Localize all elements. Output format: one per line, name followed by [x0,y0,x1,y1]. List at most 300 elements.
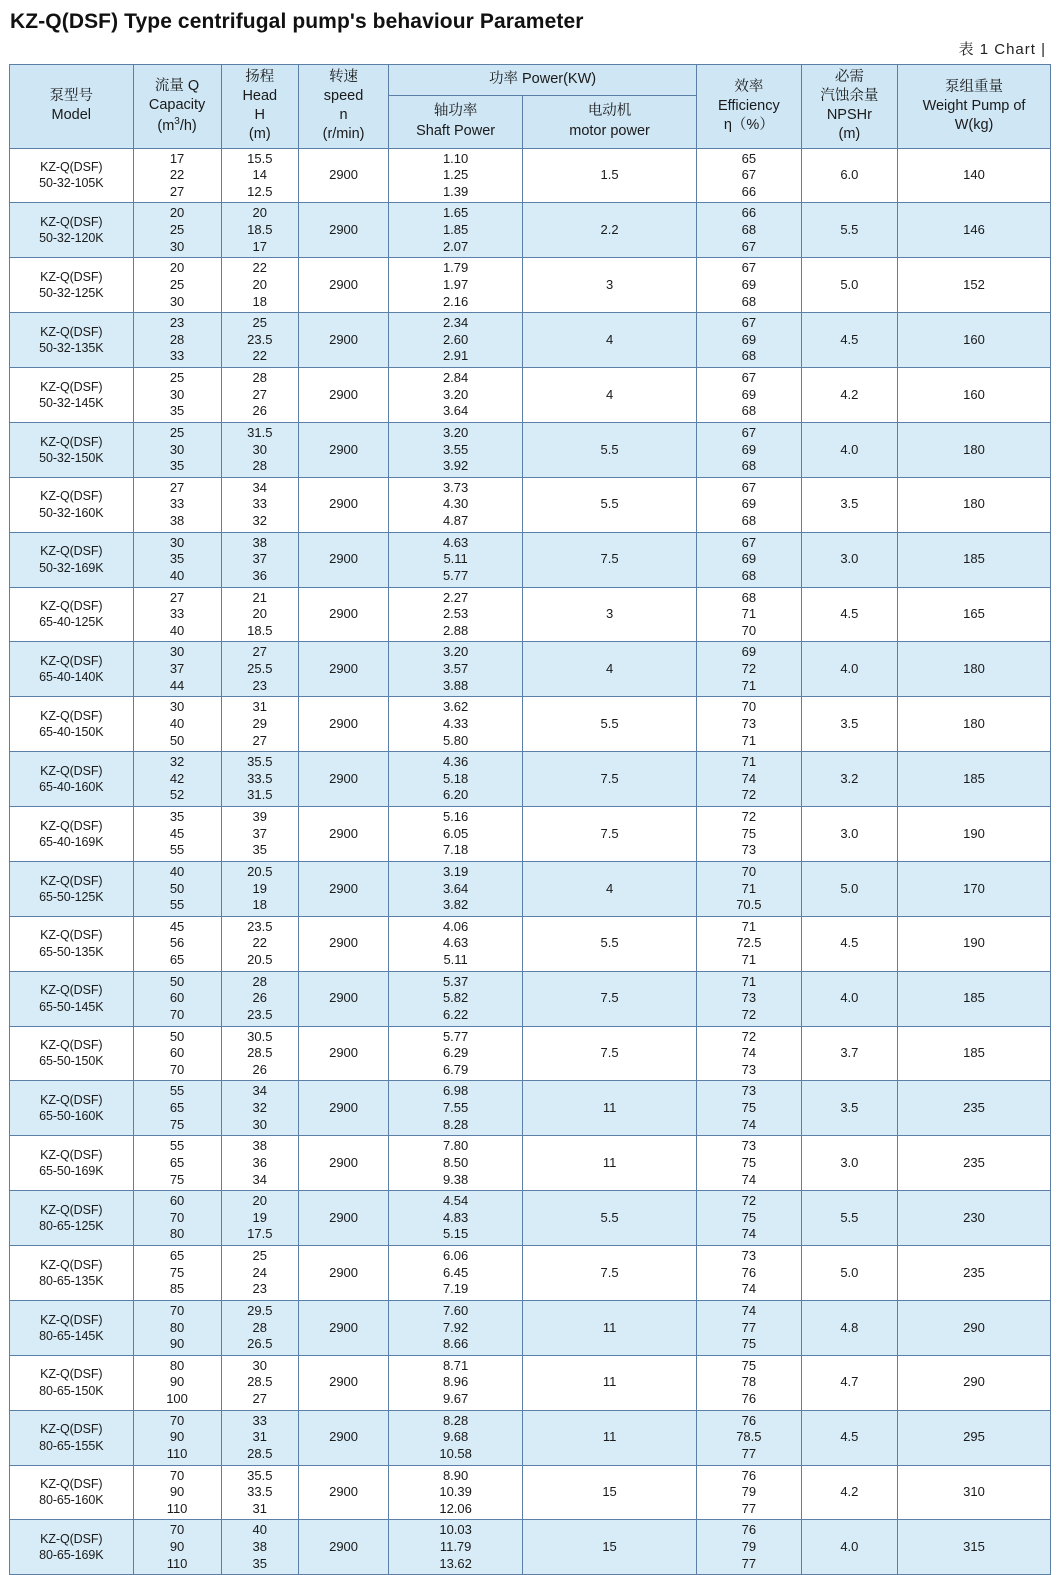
cell-npshr: 6.0 [801,148,897,203]
head-value-1: 33 [252,1412,268,1428]
shaft-power-value-2: 11.79 [439,1539,472,1554]
cell-npshr: 5.5 [801,203,897,258]
cell-speed: 2900 [299,642,389,697]
shaft-power-value-1: 8.90 [442,1467,469,1483]
head-value-2: 28 [252,1319,268,1335]
cell-model [10,1465,134,1520]
cell-speed: 2900 [299,1081,389,1136]
header-speed-en: speed [323,88,364,105]
cell-motor-power: 3 [523,587,697,642]
head-value-1: 35.5 [247,754,273,770]
capacity-value-3: 33 [169,348,185,364]
cell-model [10,203,134,258]
head-value-1: 22 [252,260,268,276]
model-line-1: KZ-Q(DSF) [40,928,103,943]
model-line-2: 65-50-135K [39,944,104,959]
cell-motor-power: 11 [523,1355,697,1410]
efficiency-value-1: 76 [741,1467,757,1483]
header-speed-symbol: n [339,107,348,124]
cell-capacity [133,807,221,862]
model-line-2: 80-65-150K [39,1383,104,1398]
cell-motor-power: 15 [523,1520,697,1575]
shaft-power-value-1: 2.34 [442,315,469,331]
efficiency-value-3: 71 [741,732,757,748]
capacity-value-1: 27 [169,479,185,495]
efficiency-value-2: 74 [741,1045,757,1061]
cell-npshr: 3.5 [801,477,897,532]
capacity-value-2: 40 [169,715,185,731]
table-row [10,971,1051,1026]
capacity-value-2: 90 [169,1374,185,1390]
cell-efficiency [696,313,801,368]
shaft-power-value-2: 4.30 [442,496,469,512]
shaft-power-value-3: 3.64 [442,403,469,419]
efficiency-value-2: 71 [741,880,757,896]
cell-model [10,752,134,807]
cell-weight: 190 [898,807,1051,862]
header-efficiency-unit: η（%） [723,116,774,133]
capacity-value-3: 38 [169,513,185,528]
capacity-value-3: 40 [169,622,185,638]
capacity-value-1: 50 [169,1028,185,1044]
cell-speed: 2900 [299,368,389,423]
cell-motor-power: 5.5 [523,1191,697,1246]
capacity-value-2: 65 [169,1154,185,1170]
cell-efficiency [696,1300,801,1355]
efficiency-value-2: 76 [741,1264,757,1280]
cell-motor-power: 5.5 [523,477,697,532]
efficiency-value-2: 74 [741,770,757,786]
head-value-1: 31 [252,699,268,715]
efficiency-value-2: 68 [741,222,757,237]
cell-weight: 140 [898,148,1051,203]
cell-weight: 180 [898,642,1051,697]
shaft-power-value-3: 12.06 [439,1500,472,1516]
cell-npshr: 3.5 [801,1081,897,1136]
capacity-value-3: 90 [169,1336,185,1352]
efficiency-value-3: 68 [741,458,757,474]
head-value-2: 29 [252,715,268,731]
model-line-2: 65-50-169K [39,1164,104,1179]
cell-shaft-power [389,258,523,313]
efficiency-value-2: 69 [741,496,757,512]
cell-shaft-power [389,1465,523,1520]
head-value-2: 30 [252,441,268,457]
capacity-value-1: 20 [169,205,185,221]
cell-model [10,807,134,862]
shaft-power-value-2: 2.60 [442,331,469,347]
cell-capacity [133,1520,221,1575]
model-line-2: 65-50-125K [39,889,104,904]
cell-npshr: 5.5 [801,1191,897,1246]
cell-efficiency [696,1465,801,1520]
shaft-power-value-2: 3.55 [442,441,469,457]
shaft-power-value-1: 4.36 [442,754,469,770]
cell-shaft-power [389,368,523,423]
capacity-value-2: 60 [169,990,185,1006]
column-header-capacity [133,65,221,149]
cell-model [10,861,134,916]
pump-parameter-table [9,64,1051,1575]
cell-npshr: 4.0 [801,971,897,1026]
cell-shaft-power [389,477,523,532]
header-model-cn: 泵型号 [49,88,94,105]
efficiency-value-2: 69 [741,441,757,457]
cell-efficiency [696,368,801,423]
shaft-power-value-3: 1.39 [442,183,469,199]
model-line-2: 65-40-160K [39,780,104,795]
cell-speed: 2900 [299,1300,389,1355]
cell-speed: 2900 [299,697,389,752]
head-value-2: 32 [252,1100,268,1115]
head-value-1: 20 [252,1193,268,1209]
efficiency-value-3: 72 [741,787,757,803]
model-line-1: KZ-Q(DSF) [40,599,103,614]
cell-npshr: 4.0 [801,1520,897,1575]
cell-capacity [133,422,221,477]
head-value-1: 15.5 [247,150,273,166]
head-value-3: 28.5 [247,1445,273,1461]
cell-speed: 2900 [299,1026,389,1081]
cell-shaft-power [389,752,523,807]
efficiency-value-3: 77 [741,1555,757,1571]
column-header-efficiency [696,65,801,149]
cell-capacity [133,313,221,368]
capacity-value-1: 45 [169,918,185,934]
cell-head [221,861,298,916]
cell-motor-power: 7.5 [523,532,697,587]
table-row [10,258,1051,313]
cell-npshr: 3.0 [801,1136,897,1191]
cell-model [10,916,134,971]
cell-speed: 2900 [299,861,389,916]
cell-efficiency [696,1355,801,1410]
efficiency-value-2: 79 [741,1484,757,1500]
cell-shaft-power [389,313,523,368]
cell-efficiency [696,861,801,916]
cell-capacity [133,587,221,642]
capacity-value-1: 70 [169,1522,185,1538]
cell-capacity [133,1136,221,1191]
cell-motor-power: 7.5 [523,807,697,862]
column-header-weight [898,65,1051,149]
efficiency-value-3: 76 [741,1391,757,1406]
cell-weight: 152 [898,258,1051,313]
capacity-value-3: 80 [169,1226,185,1242]
head-value-2: 26 [252,990,268,1006]
cell-head [221,807,298,862]
capacity-value-2: 25 [169,222,185,237]
shaft-power-value-3: 13.62 [439,1555,472,1571]
cell-weight: 190 [898,916,1051,971]
cell-model [10,148,134,203]
model-line-1: KZ-Q(DSF) [40,1038,103,1053]
head-value-3: 27 [252,732,268,748]
cell-speed: 2900 [299,313,389,368]
model-line-1: KZ-Q(DSF) [40,1312,103,1327]
shaft-power-value-1: 7.60 [442,1302,469,1318]
shaft-power-value-3: 6.20 [442,787,469,803]
efficiency-value-3: 68 [741,513,757,528]
capacity-value-1: 17 [169,150,185,166]
efficiency-value-3: 71 [741,952,757,967]
cell-motor-power: 4 [523,642,697,697]
head-value-2: 27 [252,386,268,402]
cell-shaft-power [389,587,523,642]
shaft-power-value-1: 3.62 [442,699,469,715]
column-header-npshr [801,65,897,149]
shaft-power-value-1: 3.20 [442,644,469,660]
head-value-3: 18.5 [247,622,273,638]
efficiency-value-1: 72 [741,1193,757,1209]
head-value-3: 17 [252,238,268,254]
capacity-value-2: 30 [169,386,185,402]
capacity-value-1: 80 [169,1357,185,1373]
head-value-3: 23.5 [247,1006,273,1022]
cell-weight: 235 [898,1136,1051,1191]
cell-speed: 2900 [299,971,389,1026]
cell-model [10,313,134,368]
capacity-value-3: 30 [169,293,185,309]
head-value-3: 28 [252,458,268,474]
head-value-3: 26 [252,1061,268,1077]
head-value-3: 36 [252,567,268,583]
cell-motor-power: 7.5 [523,1026,697,1081]
cell-weight: 160 [898,368,1051,423]
shaft-power-value-2: 6.05 [442,825,469,841]
efficiency-value-2: 78 [741,1374,757,1390]
header-speed-unit: (r/min) [322,126,365,143]
cell-head [221,258,298,313]
shaft-power-value-1: 5.16 [442,809,469,824]
table-row [10,1246,1051,1301]
cell-shaft-power [389,1300,523,1355]
column-header-power-group: 功率 Power(KW) [389,65,697,96]
model-line-1: KZ-Q(DSF) [40,1093,103,1108]
cell-npshr: 4.5 [801,313,897,368]
efficiency-value-1: 71 [741,754,757,770]
model-line-1: KZ-Q(DSF) [40,1257,103,1272]
head-value-1: 34 [252,1083,268,1099]
table-row [10,1355,1051,1410]
capacity-value-2: 70 [169,1209,185,1225]
cell-motor-power: 7.5 [523,971,697,1026]
cell-shaft-power [389,971,523,1026]
shaft-power-value-3: 2.07 [442,238,469,254]
head-value-2: 28.5 [247,1045,273,1061]
header-head-en: Head [242,88,278,105]
cell-npshr: 4.7 [801,1355,897,1410]
capacity-value-3: 110 [166,1555,188,1571]
capacity-value-2: 33 [169,496,185,512]
cell-head [221,587,298,642]
model-line-2: 80-65-135K [39,1273,104,1288]
cell-efficiency [696,642,801,697]
table-row [10,861,1051,916]
efficiency-value-3: 73 [741,842,757,858]
cell-model [10,1410,134,1465]
efficiency-value-3: 70.5 [736,897,762,913]
cell-model [10,532,134,587]
capacity-value-3: 35 [169,403,185,419]
efficiency-value-1: 72 [741,809,757,824]
efficiency-value-1: 69 [741,644,757,660]
cell-motor-power: 7.5 [523,1246,697,1301]
cell-speed: 2900 [299,1520,389,1575]
capacity-value-3: 100 [166,1391,188,1406]
efficiency-value-1: 65 [741,150,757,166]
head-value-3: 12.5 [247,183,273,199]
capacity-value-1: 27 [169,589,185,605]
cell-npshr: 5.0 [801,258,897,313]
model-line-2: 50-32-125K [39,286,104,301]
cell-capacity [133,368,221,423]
model-line-2: 65-40-140K [39,670,104,685]
model-line-2: 50-32-120K [39,231,104,246]
cell-capacity [133,1300,221,1355]
model-line-2: 50-32-150K [39,450,104,465]
cell-shaft-power [389,1246,523,1301]
efficiency-value-1: 73 [741,1248,757,1263]
head-value-1: 34 [252,479,268,495]
table-row [10,1520,1051,1575]
cell-weight: 295 [898,1410,1051,1465]
cell-npshr: 4.2 [801,368,897,423]
cell-weight: 185 [898,532,1051,587]
efficiency-value-1: 73 [741,1083,757,1099]
cell-capacity [133,148,221,203]
cell-speed: 2900 [299,1136,389,1191]
cell-npshr: 3.5 [801,697,897,752]
cell-shaft-power [389,422,523,477]
cell-head [221,1465,298,1520]
cell-efficiency [696,916,801,971]
model-line-1: KZ-Q(DSF) [40,763,103,778]
cell-speed: 2900 [299,422,389,477]
table-row [10,1300,1051,1355]
efficiency-value-1: 67 [741,370,757,385]
cell-weight: 235 [898,1246,1051,1301]
efficiency-value-1: 71 [741,973,757,989]
efficiency-value-3: 68 [741,348,757,364]
cell-npshr: 4.5 [801,587,897,642]
cell-speed: 2900 [299,916,389,971]
shaft-power-value-2: 5.82 [442,990,469,1006]
cell-weight: 235 [898,1081,1051,1136]
header-head-cn: 扬程 [245,69,275,85]
efficiency-value-2: 71 [741,606,757,622]
cell-motor-power: 4 [523,861,697,916]
table-row [10,916,1051,971]
cell-capacity [133,1081,221,1136]
cell-weight: 290 [898,1300,1051,1355]
model-line-1: KZ-Q(DSF) [40,654,103,669]
shaft-power-value-2: 3.20 [442,386,469,402]
efficiency-value-1: 72 [741,1028,757,1044]
shaft-power-value-3: 7.19 [442,1281,469,1297]
model-line-2: 65-50-150K [39,1054,104,1069]
header-capacity-cn: 流量 Q [154,77,200,94]
cell-motor-power: 1.5 [523,148,697,203]
head-value-2: 36 [252,1154,268,1170]
table-header [10,65,1051,149]
efficiency-value-2: 75 [741,1154,757,1170]
cell-model [10,1355,134,1410]
efficiency-value-1: 66 [741,205,757,221]
model-line-1: KZ-Q(DSF) [40,379,103,394]
efficiency-value-3: 68 [741,403,757,419]
cell-efficiency [696,1136,801,1191]
cell-capacity [133,971,221,1026]
cell-model [10,1081,134,1136]
shaft-power-value-2: 3.64 [442,880,469,896]
head-value-1: 23.5 [247,918,273,934]
capacity-value-2: 33 [169,606,185,622]
capacity-value-3: 75 [169,1116,185,1132]
capacity-value-3: 65 [169,952,185,967]
cell-shaft-power [389,807,523,862]
cell-speed: 2900 [299,532,389,587]
cell-capacity [133,1355,221,1410]
shaft-power-value-1: 8.71 [442,1357,469,1373]
efficiency-value-3: 75 [741,1336,757,1352]
head-value-3: 23 [252,1281,268,1297]
cell-motor-power: 5.5 [523,422,697,477]
header-motor-cn: 电动机 [587,103,632,120]
shaft-power-value-1: 4.63 [442,534,469,550]
efficiency-value-3: 74 [741,1226,757,1242]
efficiency-value-1: 73 [741,1138,757,1154]
cell-npshr: 4.5 [801,916,897,971]
efficiency-value-2: 72 [741,661,757,676]
cell-capacity [133,258,221,313]
head-value-1: 25 [252,1248,268,1263]
capacity-value-1: 55 [169,1083,185,1099]
shaft-power-value-2: 6.29 [442,1045,469,1061]
shaft-power-value-2: 10.39 [439,1484,472,1500]
table-row [10,1081,1051,1136]
capacity-value-1: 32 [169,754,185,770]
cell-efficiency [696,148,801,203]
cell-head [221,1410,298,1465]
table-body [10,148,1051,1575]
page-title: KZ-Q(DSF) Type centrifugal pump's behaviour Parameter [10,10,584,33]
cell-capacity [133,1465,221,1520]
model-line-1: KZ-Q(DSF) [40,215,103,230]
efficiency-value-3: 67 [741,238,757,254]
shaft-power-value-3: 9.38 [442,1171,469,1187]
table-row [10,148,1051,203]
shaft-power-value-2: 4.33 [442,715,469,731]
head-value-1: 27 [252,644,268,660]
cell-npshr: 4.2 [801,1465,897,1520]
head-value-1: 30.5 [247,1028,273,1044]
cell-model [10,1026,134,1081]
cell-weight: 230 [898,1191,1051,1246]
head-value-1: 38 [252,1138,268,1154]
cell-speed: 2900 [299,1191,389,1246]
cell-head [221,916,298,971]
capacity-value-3: 55 [169,842,185,858]
head-value-2: 31 [252,1429,268,1445]
table-row [10,422,1051,477]
cell-model [10,1246,134,1301]
capacity-value-3: 27 [169,183,185,199]
head-value-2: 33.5 [247,770,273,786]
head-value-1: 25 [252,315,268,331]
shaft-power-value-3: 2.88 [442,622,469,638]
cell-npshr: 3.2 [801,752,897,807]
